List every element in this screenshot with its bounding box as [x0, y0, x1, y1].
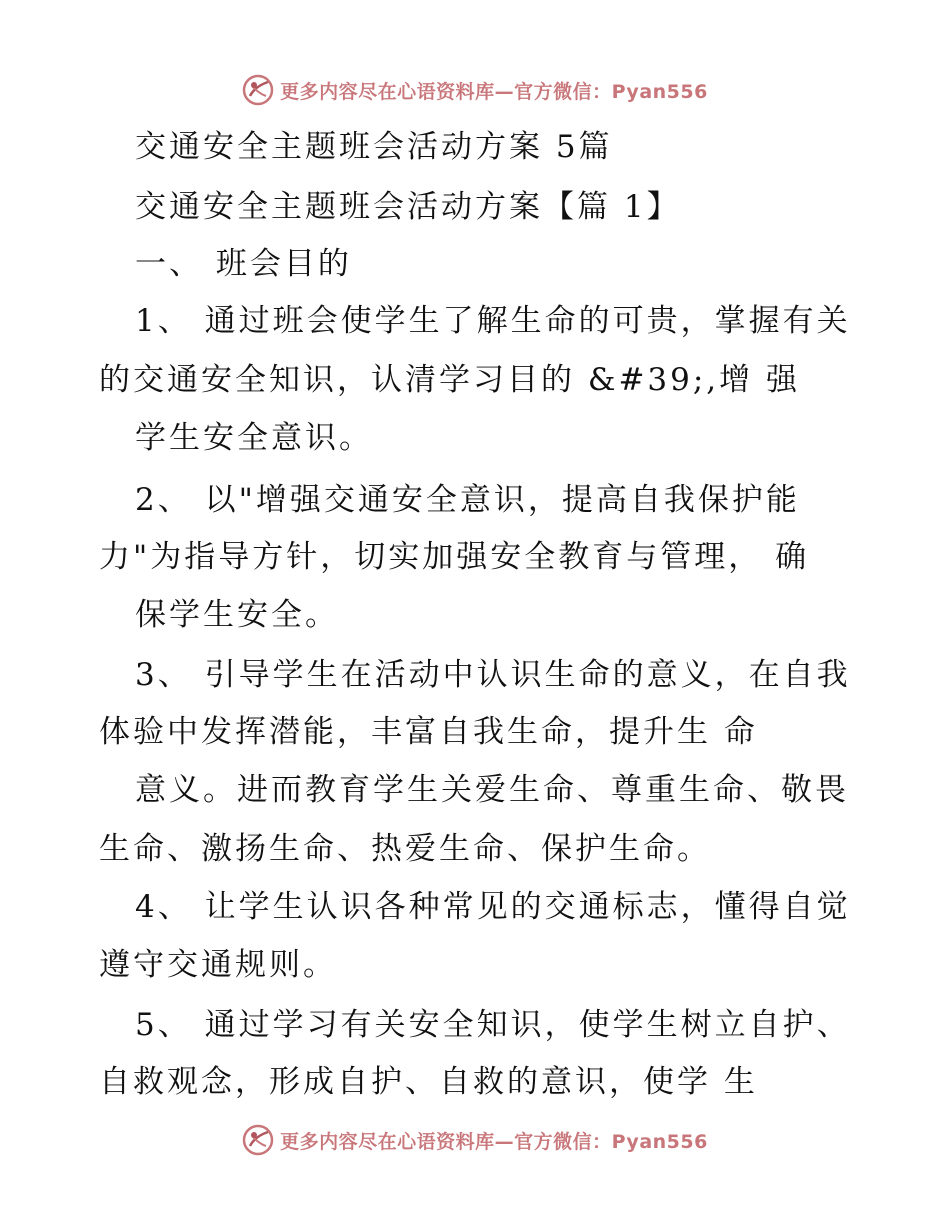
body-line: 意义。进而教育学生关爱生命、尊重生命、敬畏 — [135, 772, 849, 808]
header-watermark-text: 更多内容尽在心语资料库—官方微信：Pyan556 — [280, 80, 708, 103]
brand-logo-icon — [242, 74, 274, 106]
footer-watermark-text: 更多内容尽在心语资料库—官方微信：Pyan556 — [280, 1130, 708, 1153]
body-line: 2、 以"增强交通安全意识，提高自我保护能 — [135, 482, 800, 518]
body-line: 体验中发挥潜能，丰富自我生命，提升生 命 — [99, 714, 758, 750]
body-line: 生命、激扬生命、热爱生命、保护生命。 — [99, 831, 711, 867]
body-line: 学生安全意识。 — [135, 420, 373, 456]
header-watermark-banner — [0, 70, 950, 110]
body-line: 自救观念，形成自护、自救的意识，使学 生 — [99, 1064, 758, 1100]
document-title: 交通安全主题班会活动方案 5篇 — [135, 129, 613, 165]
body-line: 1、 通过班会使学生了解生命的可贵，掌握有关 — [135, 303, 851, 339]
body-line: 3、 引导学生在活动中认识生命的意义，在自我 — [135, 657, 851, 693]
body-line: 力"为指导方针，切实加强安全教育与管理， 确 — [99, 539, 810, 575]
body-line: 的交通安全知识，认清学习目的 &#39;,增 强 — [99, 362, 801, 398]
body-line: 保学生安全。 — [135, 597, 339, 633]
section-heading: 交通安全主题班会活动方案【篇 1】 — [135, 189, 681, 225]
body-line: 遵守交通规则。 — [99, 947, 337, 983]
body-line: 5、 通过学习有关安全知识，使学生树立自护、 — [135, 1007, 851, 1043]
brand-logo-icon — [242, 1124, 274, 1156]
body-line: 4、 让学生认识各种常见的交通标志，懂得自觉 — [135, 889, 851, 925]
footer-watermark-banner — [0, 1120, 950, 1160]
subsection-heading: 一、 班会目的 — [135, 246, 352, 282]
